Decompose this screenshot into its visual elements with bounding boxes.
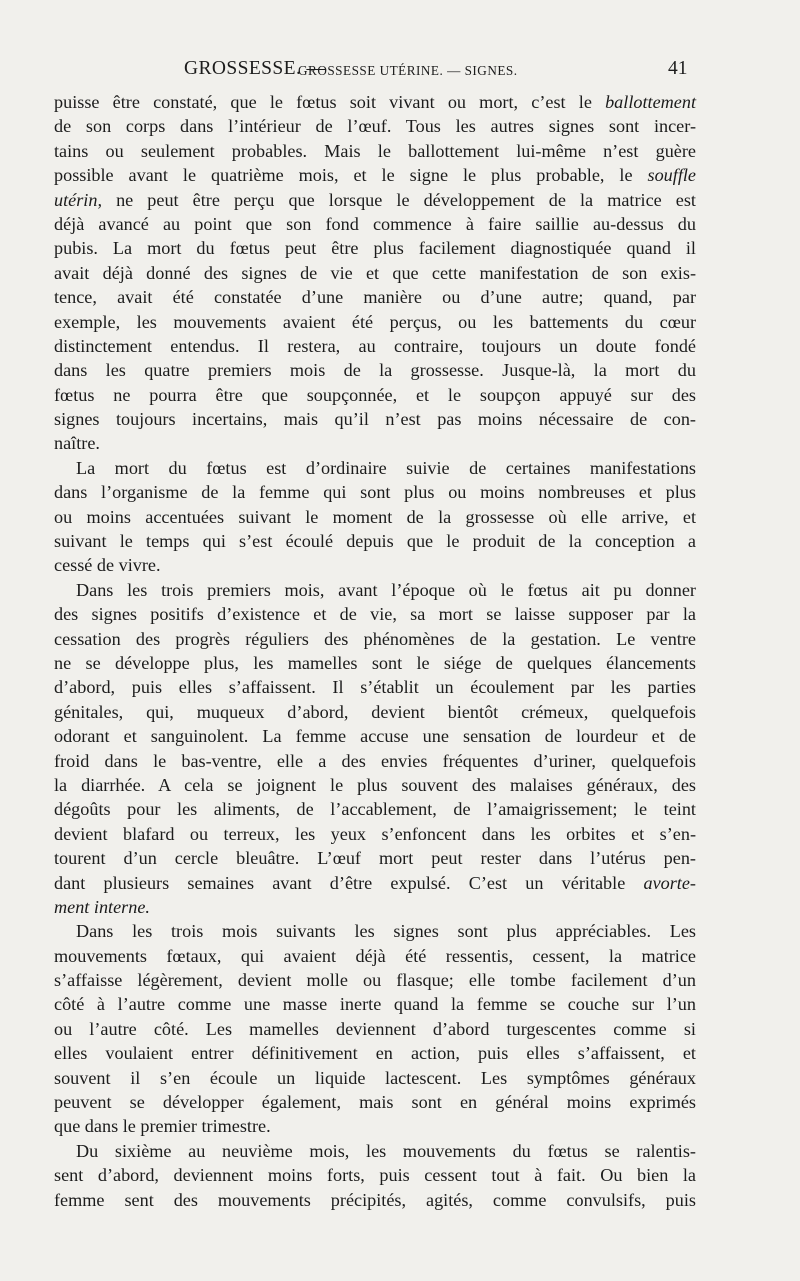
text-run: côté à l’autre comme une masse inerte quand la femme se couche sur l’un	[54, 994, 696, 1015]
text-run: ou l’autre côté. Les mamelles deviennent d’abord turgescentes comme si	[54, 1018, 696, 1039]
text-run: ou moins accentuées suivant le moment de la grossesse où elle arrive, et	[54, 506, 696, 527]
text-run: froid dans le bas-ventre, elle a des envies fréquentes d’uriner, quelquefois	[54, 750, 696, 771]
text-run: Du sixième au neuvième mois, les mouvements du fœtus se ralentis-	[76, 1140, 696, 1161]
italic-text: ballottement	[605, 92, 696, 112]
text-line	[54, 749, 696, 773]
text-line	[54, 919, 696, 943]
text-run: dant plusieurs semaines avant d’être expulsé. C’est un véritable	[54, 872, 644, 893]
running-header	[0, 56, 800, 86]
text-line	[54, 1114, 696, 1138]
text-line	[54, 1066, 696, 1090]
text-line	[54, 529, 696, 553]
text-line	[54, 553, 696, 577]
text-run: distinctement entendus. Il restera, au contraire, toujours un doute fondé	[54, 335, 696, 356]
text-run: cessation des progrès réguliers des phénomènes de la gestation. Le ventre	[54, 628, 696, 649]
page-number: 41	[668, 58, 688, 79]
text-line	[54, 431, 696, 455]
text-run: de son corps dans l’intérieur de l’œuf. Tous les autres signes sont incer-	[54, 116, 696, 137]
text-run: dans les quatre premiers mois de la grossesse. Jusque-là, la mort du	[54, 360, 696, 381]
text-line	[54, 895, 696, 919]
text-line	[54, 188, 696, 212]
text-run: s’affaisse légèrement, devient molle ou flasque; elle tombe facilement d’un	[54, 970, 696, 991]
text-run: ne se développe plus, les mamelles sont le siége de quelques élancements	[54, 652, 696, 673]
text-line	[54, 578, 696, 602]
text-line	[54, 1041, 696, 1065]
text-line	[54, 797, 696, 821]
text-run: génitales, qui, muqueux d’abord, devient bientôt crémeux, quelquefois	[54, 701, 696, 722]
text-run: ne peut être perçu que lorsque le développement de la matrice est	[102, 189, 696, 210]
text-run: souvent il s’en écoule un liquide lactescent. Les symptômes généraux	[54, 1067, 696, 1088]
text-line	[54, 675, 696, 699]
text-line	[54, 992, 696, 1016]
text-line	[54, 407, 696, 431]
text-run: possible avant le quatrième mois, et le signe le plus probable, le	[54, 165, 648, 186]
text-line	[54, 846, 696, 870]
text-line	[54, 700, 696, 724]
text-line	[54, 236, 696, 260]
text-run: que dans le premier trimestre.	[54, 1116, 271, 1137]
text-run: d’abord, puis elles s’affaissent. Il s’établit un écoulement par les parties	[54, 677, 696, 698]
text-line	[54, 724, 696, 748]
text-line	[54, 1188, 696, 1212]
text-line	[54, 602, 696, 626]
text-run: Dans les trois mois suivants les signes sont plus appréciables. Les	[76, 921, 696, 942]
text-line	[54, 968, 696, 992]
text-line	[54, 90, 696, 114]
italic-text: souffle	[647, 165, 696, 186]
header-subtitle: GROSSESSE UTÉRINE. — SIGNES.	[298, 63, 518, 78]
text-run: des signes positifs d’existence et de vie, sa mort se laisse supposer par la	[54, 604, 696, 625]
text-line	[54, 944, 696, 968]
text-run: La mort du fœtus est d’ordinaire suivie de certaines manifestations	[76, 457, 696, 478]
text-run: cessé de vivre.	[54, 555, 161, 576]
text-line	[54, 1139, 696, 1163]
text-line	[54, 480, 696, 504]
text-run: femme sent des mouvements précipités, agités, comme convulsifs, puis	[54, 1189, 696, 1210]
text-line	[54, 358, 696, 382]
text-line	[54, 773, 696, 797]
text-run: pubis. La mort du fœtus peut être plus facilement diagnostiquée quand il	[54, 238, 696, 259]
text-line	[54, 1090, 696, 1114]
text-line	[54, 285, 696, 309]
text-line	[54, 651, 696, 675]
italic-text: utérin,	[54, 189, 102, 210]
text-run: elles voulaient entrer définitivement en action, puis elles s’affaissent, et	[54, 1043, 696, 1064]
text-line	[54, 1163, 696, 1187]
text-run: tourent d’un cercle bleuâtre. L’œuf mort peut rester dans l’utérus pen-	[54, 848, 696, 869]
text-run: mouvements fœtaux, qui avaient déjà été ressentis, cessent, la matrice	[54, 945, 696, 966]
text-run: tains ou seulement probables. Mais le ballottement lui-même n’est guère	[54, 140, 696, 161]
text-line	[54, 310, 696, 334]
text-line	[54, 163, 696, 187]
text-line	[54, 261, 696, 285]
text-line	[54, 871, 696, 895]
text-run: déjà avancé au point que son fond commence à faire saillie au-dessus du	[54, 213, 696, 234]
text-run: avait déjà donné des signes de vie et que cette manifestation de son exis-	[54, 262, 696, 283]
text-line	[54, 114, 696, 138]
text-run: tence, avait été constatée d’une manière ou d’une autre; quand, par	[54, 287, 696, 308]
italic-text: avorte-	[643, 872, 696, 893]
text-run: exemple, les mouvements avaient été perçus, ou les battements du cœur	[54, 311, 696, 332]
text-line	[54, 505, 696, 529]
text-run: Dans les trois premiers mois, avant l’époque où le fœtus ait pu donner	[76, 579, 696, 600]
text-line	[54, 627, 696, 651]
text-run: puisse être constaté, que le fœtus soit vivant ou mort, c’est le	[54, 92, 606, 112]
text-line	[54, 212, 696, 236]
text-line	[54, 383, 696, 407]
header-title: GROSSESSE. —	[184, 58, 327, 79]
text-line	[54, 822, 696, 846]
text-run: dans l’organisme de la femme qui sont plus ou moins nombreuses et plus	[54, 482, 696, 503]
text-run: peuvent se développer également, mais sont en général moins exprimés	[54, 1092, 696, 1113]
text-line	[54, 456, 696, 480]
text-run: fœtus ne pourra être que soupçonnée, et le soupçon appuyé sur des	[54, 384, 696, 405]
text-line	[54, 1017, 696, 1041]
italic-text: ment interne.	[54, 896, 150, 917]
body-text	[54, 90, 696, 1212]
text-line	[54, 139, 696, 163]
text-run: signes toujours incertains, mais qu’il n’est pas moins nécessaire de con-	[54, 409, 696, 430]
text-run: naître.	[54, 433, 100, 454]
text-run: suivant le temps qui s’est écoulé depuis que le produit de la conception a	[54, 531, 696, 552]
text-run: odorant et sanguinolent. La femme accuse une sensation de lourdeur et de	[54, 726, 696, 747]
text-run: dégoûts pour les aliments, de l’accablement, de l’amaigrissement; le teint	[54, 799, 696, 820]
text-run: devient blafard ou terreux, les yeux s’enfoncent dans les orbites et s’en-	[54, 823, 696, 844]
text-run: sent d’abord, deviennent moins forts, puis cessent tout à fait. Ou bien la	[54, 1165, 696, 1186]
text-run: la diarrhée. A cela se joignent le plus souvent des malaises généraux, des	[54, 774, 696, 795]
text-line	[54, 334, 696, 358]
